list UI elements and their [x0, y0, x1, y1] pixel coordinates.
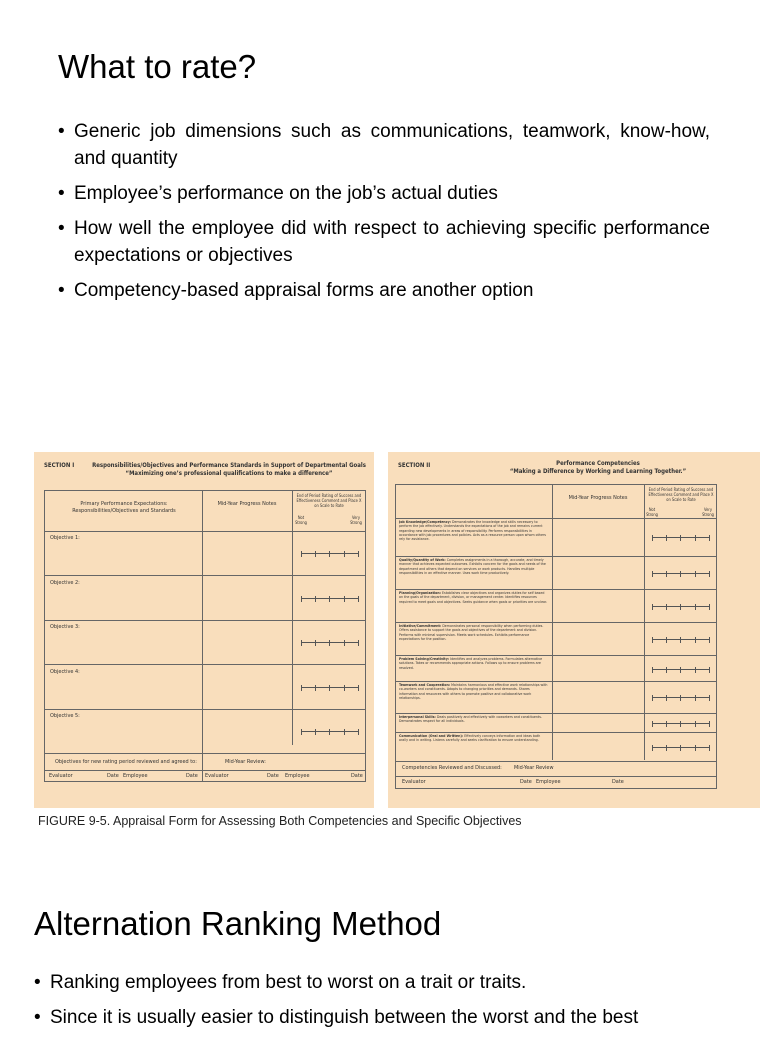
bullet-list-alternation-ranking: [34, 969, 710, 1039]
form1-scale-right: Very Strong: [350, 515, 362, 525]
bullet-item: • Employee’s performance on the job’s actual duties: [58, 180, 710, 207]
sign-label: Employee: [536, 779, 561, 785]
form1-table: [44, 490, 366, 782]
competency-item: Interpersonal Skills: Deals positively and effectively with coworkers and constituents. Demonstrates respect for all individuals.: [399, 715, 542, 724]
sign-label: Evaluator: [402, 779, 426, 785]
sign-label: Date: [520, 779, 532, 785]
form1-title-text: Responsibilities/Objectives and Performance Standards in Support of Departmental Goals: [92, 462, 366, 469]
sign-label: Date: [107, 773, 119, 779]
competency-item: Planning/Organization: Establishes clear objectives and organizes duties for self based on the goals of the department, division, or management center. Identifies resources required to meet goals and objectives. Seeks guidance when goals or priorities are unclear.: [399, 591, 548, 604]
bullet-item: • Ranking employees from best to worst on a trait or traits.: [34, 969, 710, 996]
rating-scale: [652, 669, 710, 677]
appraisal-form-section-2: [388, 452, 760, 808]
sign-label: Date: [351, 773, 363, 779]
form2-subtitle: “Making a Difference by Working and Learning Together.”: [509, 468, 687, 475]
form2-title: [448, 460, 748, 476]
appraisal-form-section-1: [34, 452, 374, 808]
form2-col3-header: End of Period Rating of Success and Effectiveness Comment and Place X on Scale to Rate: [648, 487, 714, 502]
competency-item: Teamwork and Cooperation: Maintains harmonious and effective work relationships with co-workers and constituents. Adapts to changing priorities and demands. Shares information and resources with others to promote positive and collaborative work relationships.: [399, 683, 548, 700]
form2-scale-right: Very Strong: [702, 507, 714, 517]
rating-scale: [301, 731, 359, 739]
sign-label: Evaluator: [49, 773, 73, 779]
slide-title-alternation-ranking: Alternation Ranking Method: [34, 905, 442, 942]
form2-scale-left: Not Strong: [646, 507, 658, 517]
sign-label: Employee: [285, 773, 310, 779]
sign-label: Evaluator: [205, 773, 229, 779]
slide-title-what-to-rate: What to rate?: [58, 48, 257, 85]
bullet-item: • Competency-based appraisal forms are another option: [58, 277, 710, 304]
sign-label: Date: [186, 773, 198, 779]
form2-section-label: SECTION II: [398, 462, 431, 469]
form2-title-text: Performance Competencies: [556, 460, 640, 467]
sign-label: Date: [267, 773, 279, 779]
form2-col2-header: Mid-Year Progress Notes: [568, 495, 628, 501]
sign-label: Employee: [123, 773, 148, 779]
form1-title: [90, 462, 368, 478]
competency-item: Job Knowledge/Competency: Demonstrates the knowledge and skills necessary to perform the job effectively. Understands the expectations of the job and remains current regarding new developments in areas of responsibility. Performs responsibilities in accordance with job procedures and policies. Acts as a resource person upon whom others rely for assistance.: [399, 520, 546, 542]
form1-col1-header: Primary Performance Expectations: Responsibilities/Objectives and Standards: [72, 501, 176, 514]
competency-item: Initiative/Commitment: Demonstrates personal responsibility when performing duties. Offers assistance to support the goals and objectives of the department and division. Performs with minimal supervision. Meets work schedules. Exhibits performance expectations for the position.: [399, 624, 544, 641]
rating-scale: [301, 642, 359, 650]
rating-scale: [652, 723, 710, 731]
rating-scale: [652, 537, 710, 545]
objective-label: Objective 2:: [50, 580, 80, 586]
bullet-item: • Generic job dimensions such as communications, teamwork, know-how, and quantity: [58, 118, 710, 172]
sign-label: Date: [612, 779, 624, 785]
form1-footer-right: Mid-Year Review:: [225, 759, 266, 765]
competency-item: Communication (Oral and Written): Effectively conveys information and ideas both orally and in writing. Listens carefully and seeks clarification to ensure understanding.: [399, 734, 541, 743]
competency-item: Problem Solving/Creativity: Identifies and analyzes problems. Formulates alternative solutions. Takes or recommends appropriate actions. Follows up to ensure problems are resolved.: [399, 657, 543, 670]
bullet-list-what-to-rate: [58, 118, 710, 312]
competency-item: Quality/Quantity of Work: Completes assignments in a thorough, accurate, and timely manner that achieves expected outcomes. Exhibits concern for the goals and needs of the department and others that depend on services or work products. Handles multiple responsibilities in an effective manner. Uses work time productively.: [399, 558, 546, 575]
rating-scale: [652, 747, 710, 755]
form1-col3-header: End of Period Rating of Success and Effectiveness Comment and Place X on Scale to Rate: [296, 493, 362, 508]
objective-label: Objective 4:: [50, 669, 80, 675]
rating-scale: [301, 598, 359, 606]
objective-label: Objective 3:: [50, 624, 80, 630]
rating-scale: [301, 687, 359, 695]
bullet-item: • How well the employee did with respect to achieving specific performance expectations or objectives: [58, 215, 710, 269]
form2-table: [395, 484, 717, 789]
objective-label: Objective 5:: [50, 713, 80, 719]
form1-footer-left: Objectives for new rating period reviewed and agreed to:: [55, 759, 197, 765]
form2-footer-left: Competencies Reviewed and Discussed:: [402, 765, 502, 771]
rating-scale: [301, 553, 359, 561]
rating-scale: [652, 606, 710, 614]
form1-section-label: SECTION I: [44, 462, 75, 469]
rating-scale: [652, 639, 710, 647]
rating-scale: [652, 697, 710, 705]
rating-scale: [652, 573, 710, 581]
form2-footer-right: Mid-Year Review: [514, 765, 554, 771]
bullet-item: • Since it is usually easier to distinguish between the worst and the best: [34, 1004, 710, 1031]
form1-subtitle: “Maximizing one’s professional qualifications to make a difference”: [125, 470, 333, 477]
form1-col2-header: Mid-Year Progress Notes: [217, 501, 277, 507]
figure-caption: FIGURE 9-5. Appraisal Form for Assessing Both Competencies and Specific Objectives: [38, 814, 522, 828]
objective-label: Objective 1:: [50, 535, 80, 541]
form1-scale-left: Not Strong: [295, 515, 307, 525]
